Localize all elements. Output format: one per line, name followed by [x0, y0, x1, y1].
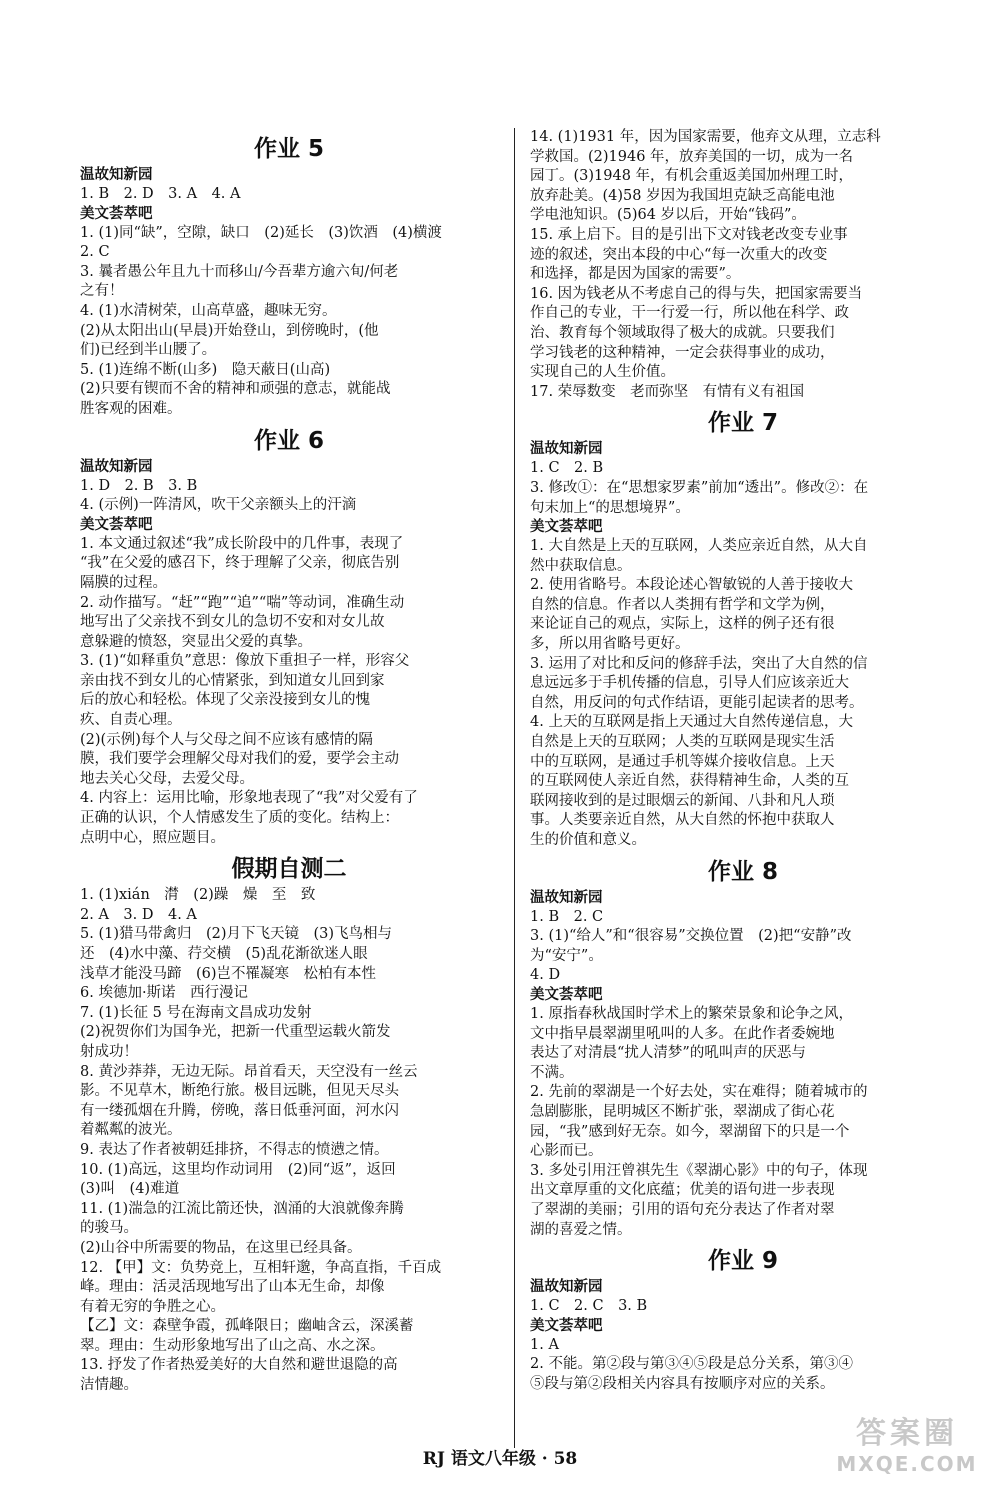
- answer-line: 2. A 3. D 4. A: [80, 906, 197, 923]
- answer-line: 的互联网使人亲近自然，获得精神生命，人类的互: [530, 773, 849, 790]
- section-title: 作业 8: [707, 858, 778, 885]
- watermark-logo: [832, 1408, 982, 1480]
- answer-line: 作自己的专业，干一行爱一行，所以他在科学、政: [530, 305, 849, 322]
- answer-line: 15. 承上启下。目的是引出下文对钱老改变专业事: [530, 226, 848, 243]
- answer-line: 生的价值和意义。: [530, 832, 646, 848]
- answer-line: 9. 表达了作者被朝廷排挤，不得志的愤懑之情。: [80, 1141, 389, 1158]
- answer-line: 1. D 2. B 3. B: [80, 477, 198, 494]
- answer-line: 胜客观的困难。: [80, 400, 182, 417]
- answer-line: 1. (1)xián 潸 (2)躁 燥 至 致: [80, 887, 316, 904]
- answer-line: 学救国。(2)1946 年，放弃美国的一切，成为一名: [530, 148, 854, 165]
- answer-line: 2. C: [80, 244, 110, 261]
- answer-line: 浅草才能没马蹄 (6)岂不罹凝寒 松柏有本性: [80, 965, 377, 982]
- answer-line: 洁情趣。: [80, 1377, 138, 1394]
- answer-line: 多，所以用省略号更好。: [530, 636, 690, 653]
- answer-line: 翠。理由：生动形象地写出了山之高、水之深。: [80, 1337, 385, 1354]
- answer-line: (2)山谷中所需要的物品，在这里已经具备。: [80, 1239, 362, 1256]
- answer-line: 【乙】文：森壁争霞，孤峰限日；幽岫含云，深溪蓄: [80, 1318, 414, 1335]
- answer-line: 射成功！: [80, 1043, 138, 1060]
- answer-line: 息远远多于手机传播的信息，引导人们应该亲近大: [530, 675, 849, 692]
- answer-line: 地写出了父亲找不到女儿的急切不安和对女儿故: [80, 614, 385, 631]
- answer-line: 3. (1)“如释重负”意思：像放下重担子一样，形容父: [80, 653, 410, 670]
- answer-line: 6. 埃德加·斯诺 西行漫记: [80, 985, 249, 1002]
- answer-line: 疚、自责心理。: [80, 712, 182, 729]
- answer-line: 膜，我们要学会理解父母对我们的爱，要学会主动: [80, 751, 399, 768]
- answer-line: 地去关心父母，去爱父母。: [80, 770, 254, 787]
- subsection-heading: 美文荟萃吧: [530, 1317, 603, 1334]
- answer-line: 4. 上天的互联网是指上天通过大自然传递信息，大: [530, 714, 853, 731]
- answer-line: 后的放心和轻松。体现了父亲没接到女儿的愧: [80, 692, 370, 709]
- page-footer: RJ 语文八年级 · 58: [422, 1449, 578, 1469]
- answer-line: 1. 原指春秋战国时学术上的繁荣景象和论争之风，: [530, 1005, 853, 1022]
- answer-line: 文中指早晨翠湖里吼叫的人多。在此作者委婉地: [530, 1025, 835, 1042]
- right-column: [530, 128, 956, 1394]
- answer-line: 实现自己的人生价值。: [530, 364, 675, 381]
- answer-line: 2. 先前的翠湖是一个好去处，实在难得；随着城市的: [530, 1084, 868, 1101]
- answer-line: 心影而已。: [530, 1143, 603, 1160]
- section-title: 作业 9: [707, 1248, 778, 1275]
- answer-line: 意躲避的愤怒，突显出父爱的真挚。: [80, 633, 312, 650]
- answer-line: 12. 【甲】文：负势竞上，互相轩邈，争高直指，千百成: [80, 1259, 442, 1276]
- subsection-heading: 温故知新园: [80, 458, 153, 475]
- answer-line: 1. B 2. D 3. A 4. A: [80, 186, 241, 202]
- answer-line: 们)已经到半山腰了。: [80, 342, 217, 359]
- section-title: 作业 5: [253, 136, 324, 162]
- answer-line: 点明中心，照应题目。: [80, 829, 225, 846]
- answer-line: 1. B 2. C: [530, 908, 604, 925]
- answer-line: 1. C 2. C 3. B: [530, 1298, 648, 1315]
- answer-line: 3. 多处引用汪曾祺先生《翠湖心影》中的句子，体现: [530, 1162, 868, 1179]
- answer-line: 4. (示例)一阵清风，吹干父亲额头上的汗滴: [80, 497, 357, 514]
- section-title: 作业 7: [707, 410, 778, 437]
- subsection-heading: 美文荟萃吧: [80, 516, 153, 533]
- answer-line: 5. (1)猎马带禽归 (2)月下飞天镜 (3)飞鸟相与: [80, 926, 393, 943]
- answer-line: 自然的信息。作者以人类拥有哲学和文学为例，: [530, 596, 835, 613]
- answer-line: (3)叫 (4)难道: [80, 1181, 180, 1198]
- answer-line: 自然，用反问的句式作结语，更能引起读者的思考。: [530, 694, 864, 711]
- section-title: 假期自测二: [231, 856, 347, 883]
- answer-line: 7. (1)长征 5 号在海南文昌成功发射: [80, 1004, 312, 1021]
- column-divider: [514, 128, 515, 1448]
- answer-line: 3. 运用了对比和反问的修辞手法，突出了大自然的信: [530, 655, 868, 672]
- answer-line: 正确的认识，个人情感发生了质的变化。结构上：: [80, 810, 399, 827]
- subsection-heading: 温故知新园: [530, 441, 603, 458]
- answer-line: 3. (1)“给人”和“很容易”交换位置 (2)把“安静”改: [530, 928, 852, 945]
- answer-line: (2)祝贺你们为国争光，把新一代重型运载火箭发: [80, 1024, 391, 1041]
- answer-line: 2. 使用省略号。本段论述心智敏锐的人善于接收大: [530, 577, 853, 594]
- answer-line: 峰。理由：活灵活现地写出了山本无生命，却像: [80, 1279, 385, 1296]
- answer-line: 4. 内容上：运用比喻，形象地表现了“我”对父爱有了: [80, 790, 418, 807]
- answer-line: “我”在父爱的感召下，终于理解了父亲，彻底告别: [80, 555, 400, 572]
- answer-line: 8. 黄沙莽莽，无边无际。昂首看天，天空没有一丝云: [80, 1063, 418, 1080]
- subsection-heading: 温故知新园: [530, 889, 603, 906]
- answer-line: 1. 本文通过叙述“我”成长阶段中的几件事，表现了: [80, 535, 404, 552]
- answer-line: 的骏马。: [80, 1220, 138, 1237]
- answer-line: (2)(示例)每个人与父母之间不应该有感情的隔: [80, 731, 373, 748]
- answer-line: 园丁。(3)1948 年，有机会重返美国加州理工时，: [530, 168, 854, 185]
- section-title: 作业 6: [253, 427, 324, 454]
- answer-line: 急剧膨胀，昆明城区不断扩张，翠湖成了街心花: [530, 1103, 835, 1120]
- answer-line: 2. 不能。第②段与第③④⑤段是总分关系，第③④: [530, 1356, 853, 1373]
- answer-line: 17. 荣辱数变 老而弥坚 有情有义有祖国: [530, 383, 805, 400]
- watermark-url: MXQE.COM: [836, 1452, 978, 1476]
- answer-line: 中的互联网，是通过手机等媒介接收信息。上天: [530, 753, 835, 770]
- answer-line: 隔膜的过程。: [80, 574, 167, 591]
- answer-line: 16. 因为钱老从不考虑自己的得与失，把国家需要当: [530, 285, 863, 302]
- answer-line: 学习钱老的这种精神，一定会获得事业的成功，: [530, 344, 835, 361]
- answer-line: 1. 大自然是上天的互联网，人类应亲近自然，从大自: [530, 538, 868, 555]
- watermark-text: 答案圈: [856, 1416, 958, 1451]
- answer-line: 还 (4)水中藻、荇交横 (5)乱花渐欲迷人眼: [80, 946, 368, 962]
- left-column: [80, 128, 498, 1396]
- answer-line: 有着无穷的争胜之心。: [80, 1298, 225, 1315]
- answer-line: 3. 修改①：在“思想家罗素”前加“透出”。修改②：在: [530, 479, 869, 496]
- answer-line: 4. D: [530, 967, 561, 984]
- answer-line: 出文章厚重的文化底蕴；优美的语句进一步表现: [530, 1182, 835, 1199]
- answer-line: 园，“我”感到好无奈。如今，翠湖留下的只是一个: [530, 1123, 850, 1140]
- answer-line: 然中获取信息。: [530, 557, 632, 574]
- answer-line: 1. C 2. B: [530, 460, 604, 477]
- answer-line: 句末加上“的思想境界”。: [530, 499, 690, 516]
- answer-line: 为“安宁”。: [530, 947, 603, 964]
- answer-line: 14. (1)1931 年，因为国家需要，他弃文从理，立志科: [530, 129, 881, 145]
- answer-line: 了翠湖的美丽；引用的语句充分表达了作者对翠: [530, 1201, 835, 1218]
- answer-line: (2)从太阳出山(早晨)开始登山，到傍晚时，(他: [80, 322, 379, 339]
- answer-line: (2)只要有锲而不舍的精神和顽强的意志，就能战: [80, 381, 391, 398]
- answer-line: 4. (1)水清树荣，山高草盛，趣味无穷。: [80, 302, 337, 319]
- answer-line: 放弃赴美。(4)58 岁因为我国坦克缺乏高能电池: [530, 187, 835, 204]
- answer-line: 湖的喜爱之情。: [530, 1221, 632, 1238]
- answer-line: 不满。: [530, 1064, 574, 1081]
- answer-line: 来论证自己的观点，实际上，这样的例子还有很: [530, 616, 835, 633]
- answer-line: 迹的叙述，突出本段的中心“每一次重大的改变: [530, 246, 828, 263]
- subsection-heading: 美文荟萃吧: [530, 519, 603, 536]
- answer-line: 着粼粼的波光。: [80, 1122, 182, 1139]
- answer-line: 有一缕孤烟在升腾，傍晚，落日低垂河面，河水闪: [80, 1102, 399, 1119]
- answer-line: 亲由找不到女儿的心情紧张，到知道女儿回到家: [80, 672, 385, 689]
- answer-line: 事。人类要亲近自然，从大自然的怀抱中获取人: [530, 812, 835, 829]
- answer-line: 5. (1)连绵不断(山多) 隐天蔽日(山高): [80, 361, 331, 378]
- answer-line: 13. 抒发了作者热爱美好的大自然和避世退隐的高: [80, 1357, 398, 1374]
- answer-line: ⑤段与第②段相关内容具有按顺序对应的关系。: [530, 1375, 835, 1392]
- answer-line: 和选择，都是因为国家的需要”。: [530, 266, 741, 283]
- answer-line: 学电池知识。(5)64 岁以后，开始“钱码”。: [530, 207, 806, 224]
- answer-line: 1. (1)同“缺”，空隙，缺口 (2)延长 (3)饮酒 (4)横渡: [80, 224, 442, 241]
- answer-line: 11. (1)湍急的江流比箭还快，汹涌的大浪就像奔腾: [80, 1200, 404, 1217]
- answer-line: 3. 曩者愚公年且九十而移山/今吾辈方逾六旬/何老: [80, 263, 399, 280]
- answer-line: 联网接收到的是过眼烟云的新闻、八卦和凡人琐: [530, 792, 835, 809]
- answer-line: 治、教育每个领域取得了极大的成就。只要我们: [530, 324, 835, 341]
- answer-line: 之有！: [80, 283, 124, 300]
- answer-line: 表达了对清晨“扰人清梦”的吼叫声的厌恶与: [530, 1045, 806, 1062]
- answer-line: 10. (1)高远，这里均作动词用 (2)同“返”，返回: [80, 1161, 396, 1178]
- answer-line: 自然是上天的互联网；人类的互联网是现实生活: [530, 734, 835, 751]
- subsection-heading: 美文荟萃吧: [80, 205, 153, 222]
- subsection-heading: 温故知新园: [530, 1279, 603, 1296]
- answer-line: 影。不见草木，断绝行旅。极目远眺，但见天尽头: [80, 1083, 399, 1100]
- subsection-heading: 温故知新园: [80, 167, 153, 183]
- subsection-heading: 美文荟萃吧: [530, 986, 603, 1003]
- answer-line: 2. 动作描写。“赶”“跑”“追”“喘”等动词，准确生动: [80, 594, 405, 611]
- answer-line: 1. A: [530, 1336, 559, 1353]
